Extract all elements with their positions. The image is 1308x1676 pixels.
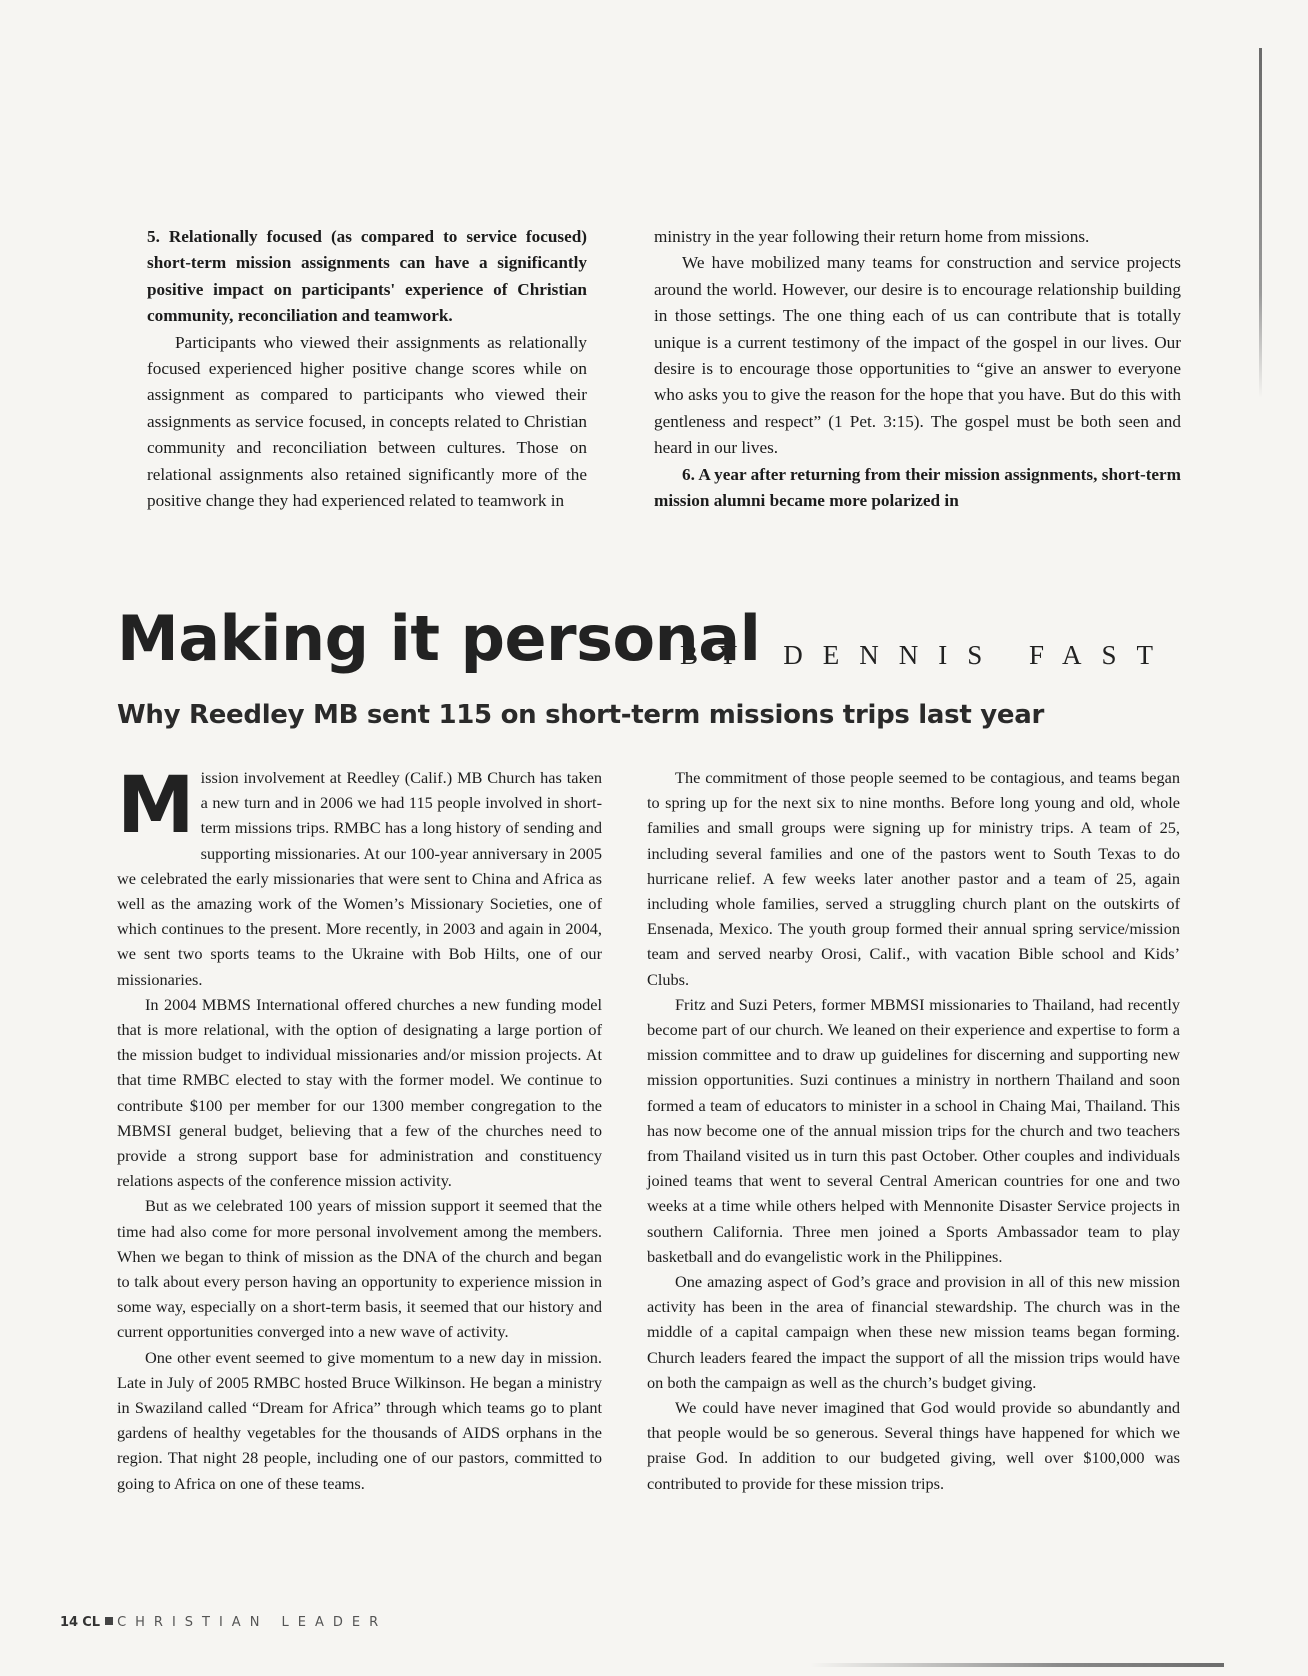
body-paragraph: In 2004 MBMS International offered churches a new funding model that is more relational, with the option of designating a large portion of the mission budget to individual missionaries and/or mission projects. At that time RMBC elected to stay with the former model. We continue to contribute $100 per member for our 1300 member congregation to the MBMSI general budget, believing that a few of the churches need to provide a strong support base for administration and constituency relations aspects of the conference mission activity. [117,994,602,1191]
bottom-rule [810,1663,1224,1667]
article-right-column [647,765,1180,1496]
article-left-column [117,761,602,1496]
finding-5-heading: 5. Relationally focused (as compared to service focused) short-term mission assignments can have a significantly positive impact on participants' experience of Christian community, reconciliation and teamwork. [147,227,587,326]
magazine-name: CHRISTIAN LEADER [117,1615,388,1630]
body-paragraph: One amazing aspect of God’s grace and provision in all of this new mission activity has been in the area of financial stewardship. The church was in the middle of a capital campaign when these new mission teams began forming. Church leaders feared the impact the support of all the mission trips would have on both the campaign as well as the church’s budget giving. [647,1272,1180,1392]
body-paragraph: But as we celebrated 100 years of mission support it seemed that the time had also come for more personal involvement among the members. When we began to think of mission as the DNA of the church and began to talk about every person having an opportunity to experience mission in some way, especially on a short-term basis, it seemed that our history and current opportunities converged into a new wave of activity. [117,1196,602,1342]
top-left-column [147,224,587,514]
square-bullet-icon [105,1617,113,1625]
article-byline: BY DENNIS FAST [680,640,1174,670]
mobilization-paragraph: We have mobilized many teams for construction and service projects around the world. However, our desire is to encourage relationship building in those settings. The one thing each of us can contribute that is totally unique is a current testimony of the impact of the gospel in our lives. Our desire is to encourage those opportunities to “give an answer to everyone who asks you to give the reason for the hope that you have. But do this with gentleness and respect” (1 Pet. 3:15). The gospel must be both seen and heard in our lives. [654,253,1181,458]
page-number: 14 [60,1615,79,1630]
article-headline: Making it personal [117,602,761,675]
page-footer [60,1615,387,1630]
body-paragraph: We could have never imagined that God would provide so abundantly and that people would be so generous. Several things have happened for which we praise God. In addition to our budgeted giving, well over $100,000 was contributed to provide for these mission trips. [647,1398,1180,1493]
body-paragraph: One other event seemed to give momentum to a new day in mission. Late in July of 2005 RMBC hosted Bruce Wilkinson. He began a ministry in Swaziland called “Dream for Africa” through which teams go to plant gardens of healthy vegetables for the thousands of AIDS orphans in the region. That night 28 people, including one of our pastors, committed to going to Africa on one of these teams. [117,1347,602,1493]
article-subtitle: Why Reedley MB sent 115 on short-term missions trips last year [117,700,1044,730]
magazine-abbreviation: CL [82,1615,101,1630]
top-right-column [654,224,1181,514]
previous-article-continuation [147,224,1187,534]
body-paragraph: Fritz and Suzi Peters, former MBMSI missionaries to Thailand, had recently become part of our church. We leaned on their experience and expertise to form a mission committee and to draw up guidelines for discerning and supporting new mission opportunities. Suzi continues a ministry in northern Thailand and soon formed a team of educators to minister in a school in Chaing Mai, Thailand. This has now become one of the annual mission trips for the church and two teachers from Thailand visited us in turn this past October. Other couples and individuals joined teams that went to several Central American countries for one and two weeks at a time while others helped with Mennonite Disaster Service projects in southern California. Three men joined a Sports Ambassador team to play basketball and do evangelistic work in the Philippines. [647,994,1180,1266]
body-paragraph: The commitment of those people seemed to be contagious, and teams began to spring up for the next six to nine months. Before long young and old, whole families and small groups were signing up for ministry trips. A team of 25, including several families and one of the pastors went to South Texas to do hurricane relief. A few weeks later another pastor and a team of 25, again including whole families, served a struggling church plant on the outskirts of Ensenada, Mexico. The youth group formed their annual spring service/mission team and served nearby Orosi, Calif., with vacation Bible school and Kids’ Clubs. [647,768,1180,989]
finding-6-heading: 6. A year after returning from their mission assignments, short-term mission alumni became more polarized in [654,464,1181,511]
margin-rule [1259,48,1262,398]
opening-paragraph-text: ission involvement at Reedley (Calif.) MB Church has taken a new turn and in 2006 we had 115 people involved in short-term missions trips. RMBC has a long history of sending and supporting missionaries. At our 100-year anniversary in 2005 we celebrated the early missionaries that were sent to China and Africa as well as the amazing work of the Women’s Missionary Societies, one of which continues to the present. More recently, in 2003 and again in 2004, we sent two sports teams to the Ukraine with Bob Hilts, one of our missionaries. [117,768,602,989]
finding-5-paragraph: Participants who viewed their assignments as relationally focused experienced higher positive change scores while on assignment as compared to participants who viewed their assignments as service focused, in concepts related to Christian community and reconciliation between cultures. Those on relational assignments also retained significantly more of the positive change they had experienced related to teamwork in [147,332,587,511]
continuation-text: ministry in the year following their return home from missions. [654,227,1090,246]
article-body [117,761,1187,1565]
drop-cap: M [117,761,195,851]
opening-paragraph [117,761,602,992]
